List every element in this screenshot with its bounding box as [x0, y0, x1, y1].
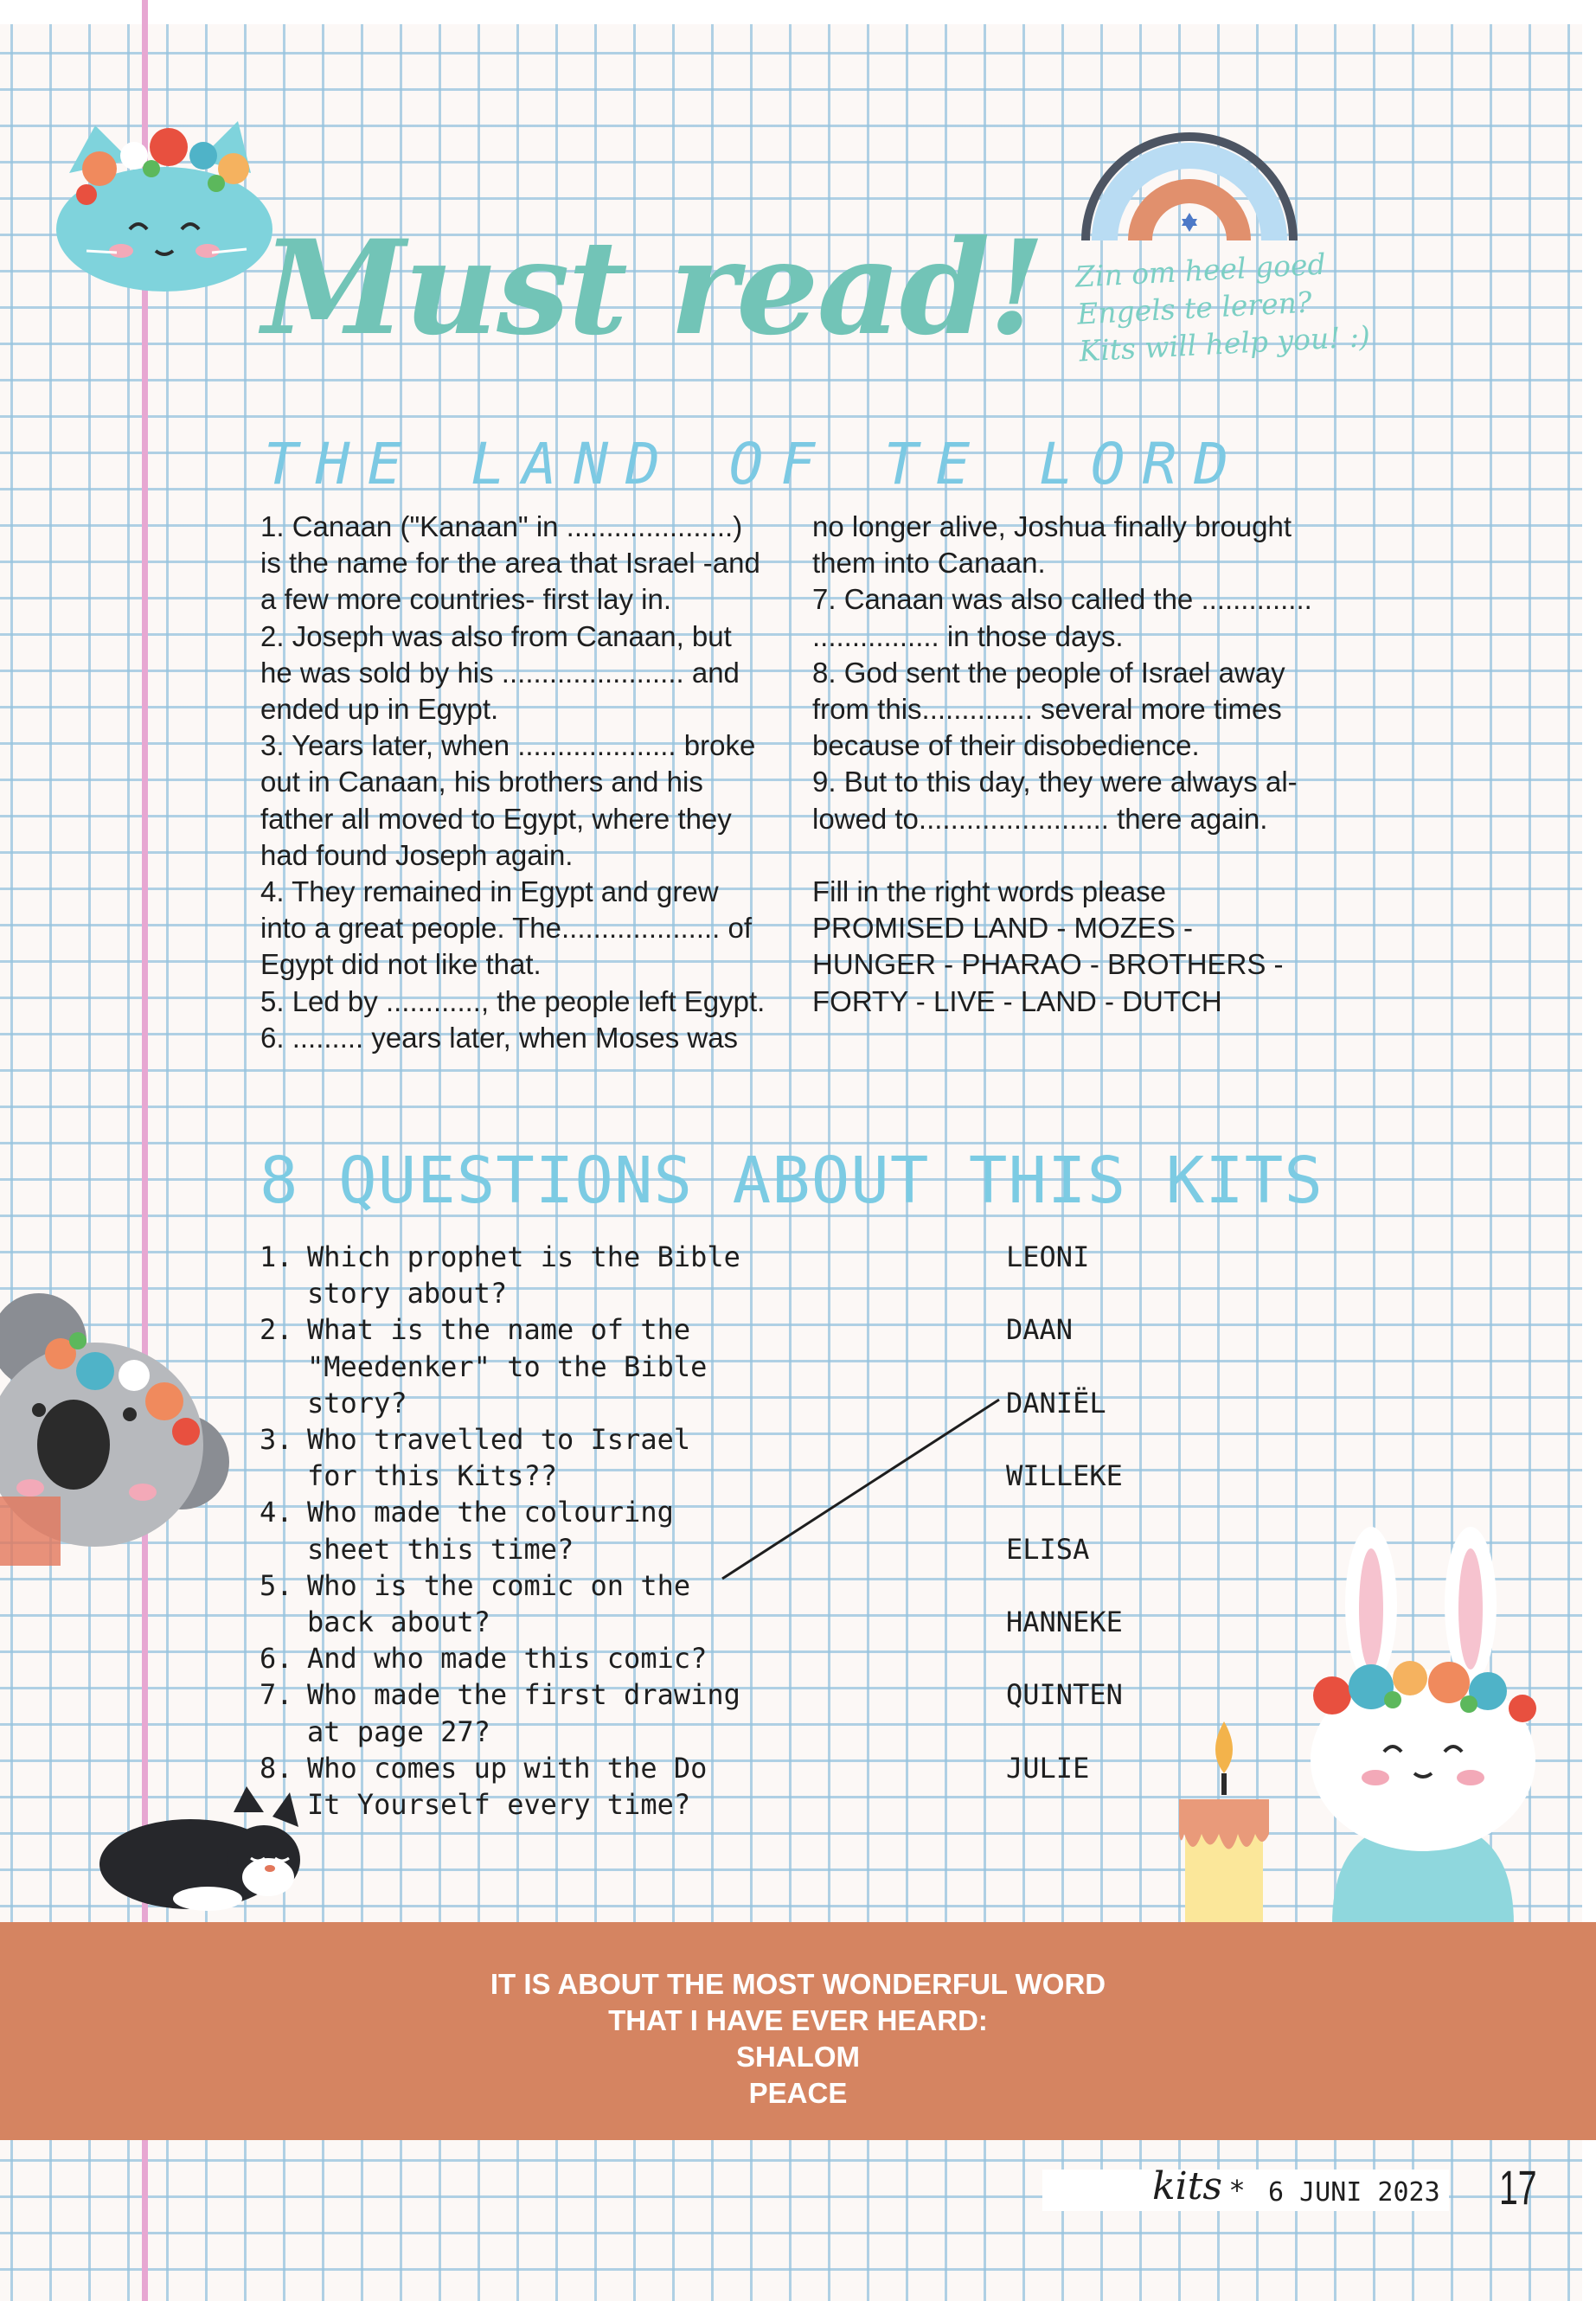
text-line: into a great people. The.................... of	[260, 912, 753, 945]
article-column-left	[260, 509, 792, 1056]
text-line: a few more countries- first lay in.	[260, 583, 671, 616]
question-7	[260, 1676, 813, 1749]
question-6	[260, 1640, 813, 1676]
rainbow-star-of-david-icon	[1073, 93, 1306, 253]
cat-with-flowers-icon	[35, 87, 285, 294]
footer-line: PEACE	[748, 2077, 848, 2109]
instruction-line: Fill in the right words please	[812, 875, 1167, 908]
answer-name: HANNEKE	[1006, 1605, 1123, 1638]
page-title: Must read!	[262, 212, 1044, 364]
handwritten-note	[1074, 243, 1371, 369]
word-bank-line: HUNGER - PHARAO - BROTHERS -	[812, 948, 1284, 981]
question-text: What is the name of the "Meedenker" to the Bible story?	[307, 1313, 708, 1420]
text-line: them into Canaan.	[812, 547, 1046, 580]
question-text: Which prophet is the Bible story about?	[307, 1240, 740, 1311]
separator-star: *	[1230, 2174, 1244, 2207]
text-line: 3. Years later, when .................... broke	[260, 729, 756, 762]
sleeping-cat-icon	[87, 1782, 311, 1912]
text-line: 6. ......... years later, when Moses was	[260, 1021, 739, 1054]
footer-line: SHALOM	[736, 2041, 860, 2073]
text-line: ended up in Egypt.	[260, 693, 499, 726]
answer-name: WILLEKE	[1006, 1459, 1123, 1493]
note-line: Zin om heel goed	[1074, 247, 1327, 294]
text-line: had found Joseph again.	[260, 838, 574, 871]
question-text: Who comes up with the Do It Yourself every time?	[307, 1751, 708, 1822]
question-number: 4.	[260, 1496, 293, 1529]
text-line: 4. They remained in Egypt and grew	[260, 875, 719, 908]
section-heading-land-of-the-lord: THE LAND OF TE LORD	[264, 431, 1246, 497]
text-line: 5. Led by ............, the people left Egypt.	[260, 984, 766, 1017]
question-3	[260, 1421, 813, 1494]
issue-date: 6 JUNI 2023	[1268, 2177, 1440, 2208]
question-text: Who made the first drawing at page 27?	[307, 1678, 740, 1748]
text-line: 2. Joseph was also from Canaan, but	[260, 619, 732, 652]
question-4	[260, 1494, 813, 1567]
question-1	[260, 1239, 813, 1311]
answer-name: DAAN	[1006, 1313, 1074, 1347]
word-bank-line: PROMISED LAND - MOZES -	[812, 912, 1194, 945]
text-line: Egypt did not like that.	[260, 948, 542, 981]
question-number: 8.	[260, 1751, 293, 1785]
text-line: father all moved to Egypt, where they	[260, 802, 732, 835]
footer-line: IT IS ABOUT THE MOST WONDERFUL WORD	[490, 1968, 1106, 2000]
bunny-with-flowers-icon	[1272, 1522, 1557, 1925]
section-heading-questions: 8 QUESTIONS ABOUT THIS KITS	[260, 1144, 1324, 1218]
page-number: 17	[1499, 2160, 1537, 2214]
text-line: 8. God sent the people of Israel away	[812, 656, 1285, 689]
koala-with-flowers-icon	[0, 1280, 242, 1566]
question-number: 2.	[260, 1313, 293, 1347]
footer-line: THAT I HAVE EVER HEARD:	[608, 2004, 988, 2036]
brand-logo: kits	[1152, 2164, 1222, 2208]
question-list	[260, 1239, 813, 1823]
question-text: Who travelled to Israel for this Kits??	[307, 1423, 691, 1493]
question-number: 3.	[260, 1423, 293, 1457]
text-line: 1. Canaan ("Kanaan" in .....................)	[260, 510, 743, 542]
word-bank-line: FORTY - LIVE - LAND - DUTCH	[812, 984, 1222, 1017]
question-text: Who made the colouring sheet this time?	[307, 1496, 674, 1566]
note-line: Engels te leren?	[1076, 285, 1313, 331]
answer-name: DANIËL	[1006, 1386, 1106, 1420]
note-line: Kits will help you! :)	[1078, 318, 1371, 369]
article-column-right	[812, 509, 1344, 1020]
question-2	[260, 1311, 813, 1421]
question-number: 6.	[260, 1642, 293, 1676]
text-line: he was sold by his ....................... and	[260, 656, 740, 689]
question-5	[260, 1567, 813, 1640]
question-text: Who is the comic on the back about?	[307, 1568, 691, 1639]
text-line: because of their disobedience.	[812, 729, 1200, 762]
answer-name: QUINTEN	[1006, 1678, 1123, 1712]
text-line: 9. But to this day, they were always al-	[812, 766, 1298, 798]
question-text: And who made this comic?	[307, 1642, 708, 1676]
text-line: lowed to........................ there again.	[812, 802, 1268, 835]
text-line: 7. Canaan was also called the ..............	[812, 583, 1312, 616]
answer-name: ELISA	[1006, 1532, 1090, 1566]
question-number: 7.	[260, 1678, 293, 1712]
question-number: 1.	[260, 1240, 293, 1273]
text-line: out in Canaan, his brothers and his	[260, 766, 703, 798]
answer-name: LEONI	[1006, 1240, 1090, 1273]
candle-icon	[1172, 1713, 1276, 1925]
answer-name: JULIE	[1006, 1751, 1090, 1785]
text-line: ................ in those days.	[812, 619, 1124, 652]
answer-name-list	[1006, 1239, 1123, 1823]
question-8	[260, 1750, 813, 1823]
text-line: no longer alive, Joshua finally brought	[812, 510, 1292, 542]
page-top-edge	[0, 0, 1596, 24]
text-line	[812, 837, 1344, 874]
question-number: 5.	[260, 1568, 293, 1602]
footer-message	[0, 1966, 1596, 2112]
text-line: from this.............. several more times	[812, 693, 1282, 726]
text-line: is the name for the area that Israel -and	[260, 547, 760, 580]
